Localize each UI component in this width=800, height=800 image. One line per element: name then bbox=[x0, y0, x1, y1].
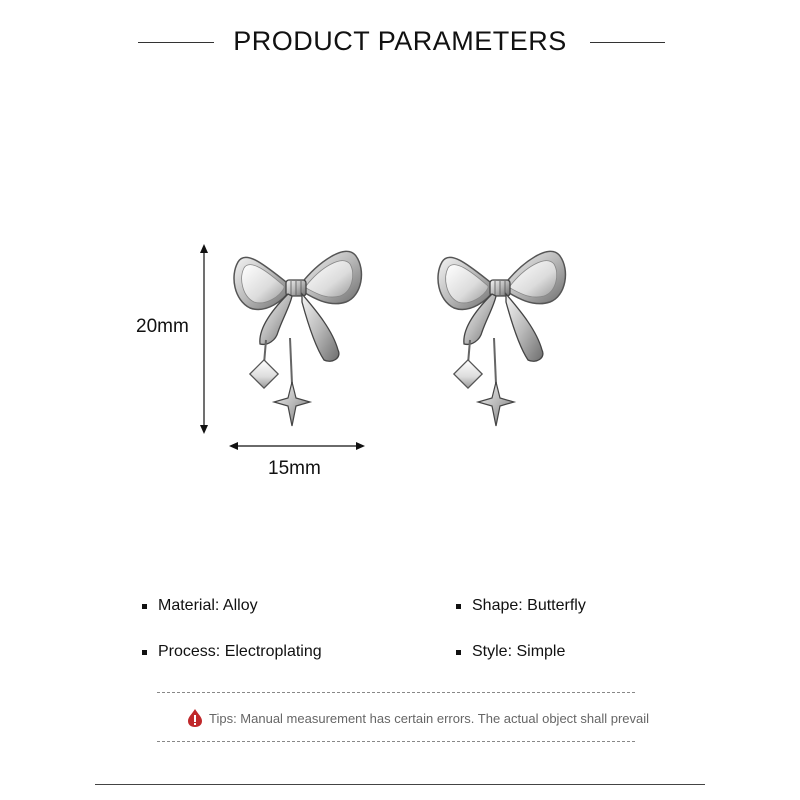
param-style bbox=[456, 643, 565, 661]
tip-note bbox=[185, 708, 649, 728]
height-label: 20mm bbox=[136, 316, 189, 337]
tip-divider-top bbox=[157, 692, 635, 693]
width-arrow bbox=[229, 438, 365, 454]
earring-left-image bbox=[228, 240, 368, 430]
param-process bbox=[142, 643, 322, 661]
bullet-icon bbox=[142, 650, 147, 655]
height-arrow bbox=[196, 244, 216, 434]
param-style-text: Style: Simple bbox=[472, 643, 566, 660]
tip-text: Tips: Manual measurement has certain errors. The actual object shall prevail bbox=[209, 710, 650, 726]
param-shape-text: Shape: Butterfly bbox=[472, 597, 586, 614]
title-rule-right bbox=[590, 42, 665, 43]
tip-divider-bottom bbox=[157, 741, 635, 742]
width-label: 15mm bbox=[268, 458, 321, 479]
earring-right-image bbox=[432, 240, 572, 430]
page-title: PRODUCT PARAMETERS bbox=[233, 26, 567, 56]
bullet-icon bbox=[456, 604, 461, 609]
bullet-icon bbox=[456, 650, 461, 655]
bullet-icon bbox=[142, 604, 147, 609]
param-material bbox=[142, 597, 258, 615]
bottom-rule bbox=[95, 784, 705, 785]
warning-drop-icon bbox=[185, 708, 205, 728]
param-material-text: Material: Alloy bbox=[158, 597, 258, 614]
param-process-text: Process: Electroplating bbox=[158, 643, 322, 660]
param-shape bbox=[456, 597, 586, 615]
